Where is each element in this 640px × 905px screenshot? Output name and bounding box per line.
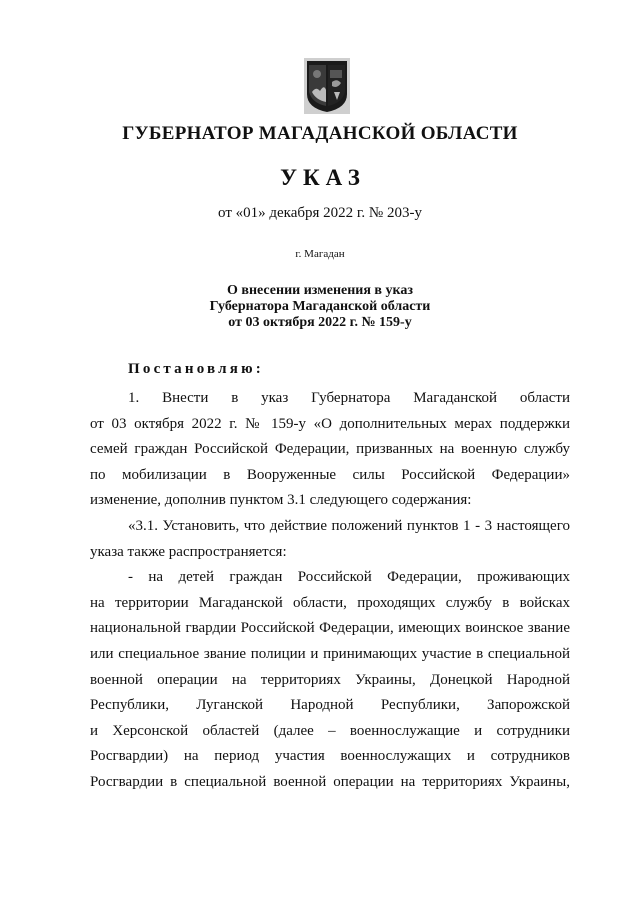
document-title-line: от 03 октября 2022 г. № 159-у — [228, 315, 412, 330]
body-line: по мобилизации в Вооруженные силы Российской Федерации» — [90, 466, 570, 483]
authority-heading: ГУБЕРНАТОР МАГАДАНСКОЙ ОБЛАСТИ — [122, 123, 518, 144]
body-line: - на детей граждан Российской Федерации, проживающих — [128, 569, 570, 586]
body-line: военной операции на территориях Украины, Донецкой Народной — [90, 671, 570, 688]
body-line: изменение, дополнив пунктом 3.1 следующего содержания: — [90, 492, 472, 509]
body-line: или специальное звание полиции и принимающих участие в специальной — [90, 645, 570, 662]
document-place: г. Магадан — [295, 248, 345, 260]
body-line: 1. Внести в указ Губернатора Магаданской области — [128, 390, 570, 406]
body-line: национальной гвардии Российской Федерации, имеющих воинское звание — [90, 620, 570, 637]
document-body — [90, 386, 570, 796]
body-line: Росгвардии) на период участия военнослужащих и сотрудников — [90, 748, 570, 765]
body-line: Республики, Луганской Народной Республики, Запорожской — [90, 697, 570, 714]
document-date-number: от «01» декабря 2022 г. № 203-у — [218, 205, 422, 221]
body-line: «3.1. Установить, что действие положений пунктов 1 - 3 настоящего — [128, 517, 570, 534]
decree-word: Постановляю: — [128, 361, 264, 377]
document-title — [0, 283, 640, 331]
body-line: указа также распространяется: — [90, 543, 287, 560]
body-line: от 03 октября 2022 г. № 159-у «О дополнительных мерах поддержки — [90, 415, 570, 432]
coat-of-arms-icon — [304, 58, 350, 114]
body-line: семей граждан Российской Федерации, призванных на военную службу — [90, 441, 570, 458]
body-line: и Херсонской областей (далее – военнослужащие и сотрудники — [90, 722, 570, 739]
body-line: Росгвардии в специальной военной операции на территориях Украины, — [90, 773, 570, 790]
document-type-heading: УКАЗ — [280, 165, 366, 190]
document-title-line: Губернатора Магаданской области — [209, 299, 431, 314]
document-title-line: О внесении изменения в указ — [227, 283, 413, 298]
body-line: на территории Магаданской области, проходящих службу в войсках — [90, 594, 570, 611]
